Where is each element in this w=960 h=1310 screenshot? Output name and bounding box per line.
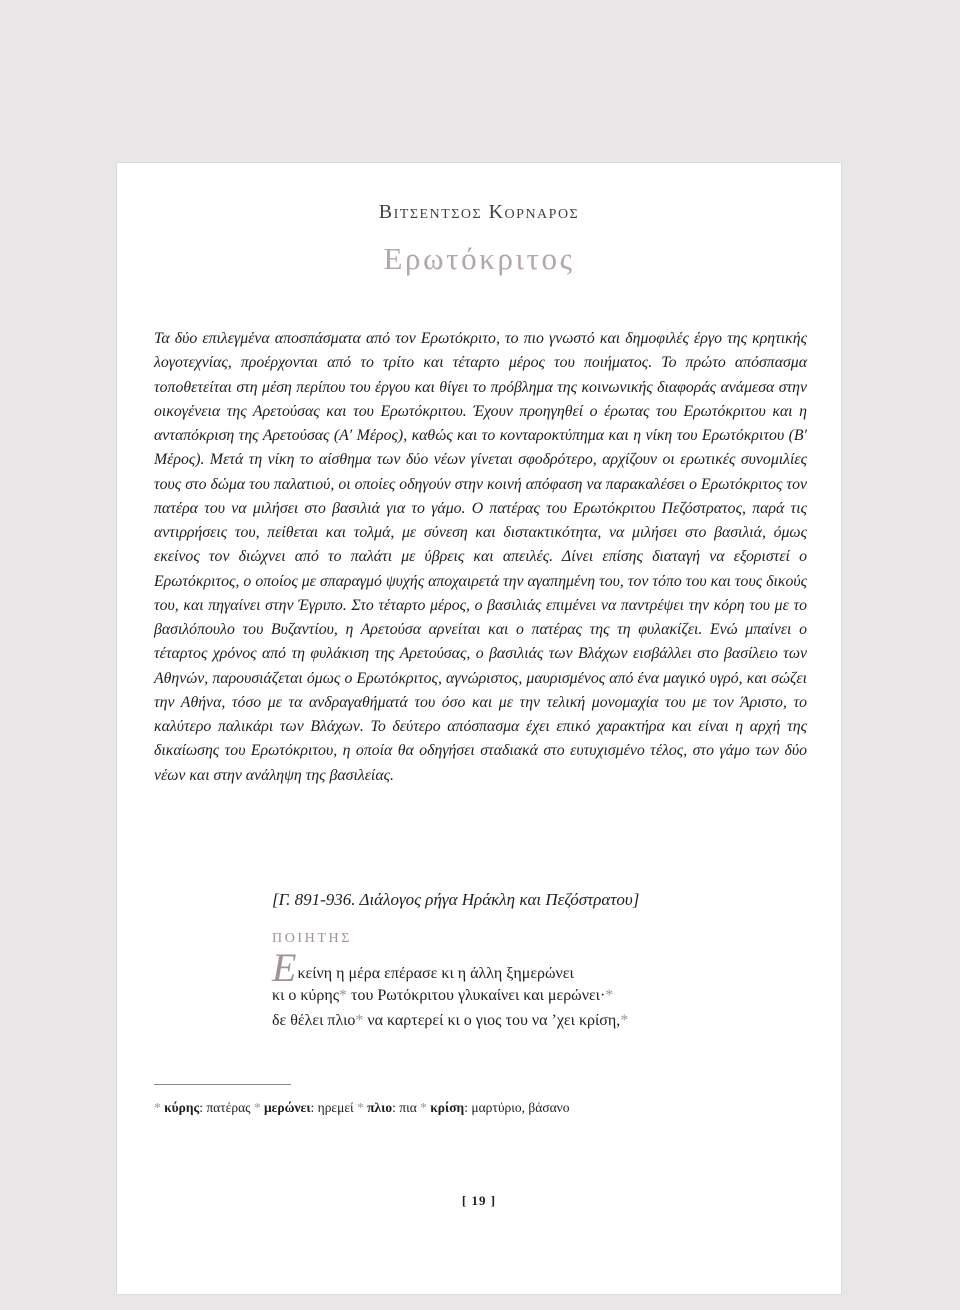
- footnote-marker: *: [154, 1100, 161, 1115]
- footnote-marker: *: [339, 987, 348, 1004]
- footnote-marker: *: [620, 1012, 629, 1029]
- verse-line-text: να καρτερεί κι ο γιος του να ’χει κρίση,: [363, 1012, 621, 1029]
- footnote-divider: [154, 1084, 291, 1085]
- introduction-paragraph: Τα δύο επιλεγμένα αποσπάσματα από τον Ερωτόκριτο, το πιο γνωστό και δημοφιλές έργο της κρητικής λογοτεχνίας, προέρχονται από το τρίτο και τέταρτο μέρος του ποιήματος. Το πρώτο απόσπασμα τοποθετείται στη μέση περίπου του έργου και θίγει το πρόβλημα της κοινωνικής διαφοράς ανάμεσα στην οικογένεια της Αρετούσας και του Ερωτόκριτου. Έχουν προηγηθεί ο έρωτας του Ερωτόκριτου και η ανταπόκριση της Αρετούσας (Α′ Μέρος), καθώς και το κονταροκτύπημα και η νίκη του Ερωτόκριτου (Β′ Μέρος). Μετά τη νίκη το αίσθημα των δύο νέων γίνεται σφοδρότερο, αρχίζουν οι ερωτικές συνομιλίες τους στο δώμα του παλατιού, οι οποίες οδηγούν στην κοινή απόφαση να παρακαλέσει ο Ερωτόκριτος τον πατέρα του να μιλήσει στο βασιλιά για το γάμο. Ο πατέρας του Ερωτόκριτου Πεζόστρατος, παρά τις αντιρρήσεις του, πείθεται και τολμά, με σύνεση και διστακτικότητα, να μιλήσει στο βασιλιά, όμως εκείνος τον διώχνει από το παλάτι με ύβρεις και απειλές. Δίνει επίσης διαταγή να εξοριστεί ο Ερωτόκριτος, ο οποίος με σπαραγμό ψυχής αποχαιρετά την αγαπημένη του, τον τόπο του και τους δικούς του, και πηγαίνει στην Έγριπο. Στο τέταρτο μέρος, ο βασιλιάς επιμένει να παντρέψει την κόρη του με το βασιλόπουλο του Βυζαντίου, η Αρετούσα αρνείται και ο πατέρας της τη φυλακίζει. Ενώ μπαίνει ο τέταρτος χρόνος από τη φυλάκιση της Αρετούσας, ο βασιλιάς των Βλάχων εισβάλλει στο βασίλειο των Αθηνών, παρουσιάζεται όμως ο Ερωτόκριτος, αγνώριστος, μαυρισμένος από ένα μαγικό υγρό, και σώζει την Αθήνα, τόσο με τα ανδραγαθήματά του όσο και με την τελική μονομαχία του με τον Άριστο, το καλύτερο παλικάρι των Βλάχων. Το δεύτερο απόσπασμα έχει επικό χαρακτήρα και είναι η αρχή της δικαίωσης του Ερωτόκριτου, η οποία θα οδηγήσει σταδιακά στο ευτυχισμένο τέλος, στο γάμο των δύο νέων και στην ανάληψη της βασιλείας.: [154, 330, 807, 784]
- glossary-definition: πια: [399, 1100, 417, 1115]
- verse-line-text: του Ρωτόκριτου γλυκαίνει και μερώνει·: [347, 987, 606, 1004]
- glossary-definition: ηρεμεί: [317, 1100, 354, 1115]
- footnote-marker: *: [605, 987, 614, 1004]
- glossary-term: κρίση: [430, 1100, 465, 1115]
- work-title: Ερωτόκριτος: [383, 241, 575, 276]
- verse-line-text: κι ο κύρης: [272, 987, 340, 1004]
- document-page: [117, 163, 841, 1294]
- footnote-marker: *: [357, 1100, 364, 1115]
- glossary-definition: μαρτύριο, βάσανο: [471, 1100, 570, 1115]
- footnote-marker: *: [420, 1100, 427, 1115]
- excerpt-heading: [Γ. 891-936. Διάλογος ρήγα Ηράκλη και Πεζόστρατου]: [272, 890, 640, 909]
- speaker-label: ΠΟΙΗΤΗΣ: [272, 931, 353, 946]
- glossary-footnote: * κύρης: πατέρας * μερώνει: ηρεμεί * πλιο: πια * κρίση: μαρτύριο, βάσανο: [154, 1100, 570, 1115]
- verse-line-1: [272, 945, 628, 990]
- verse-line-3: [272, 1008, 628, 1033]
- verse-line-text: κείνη η μέρα επέρασε κι η άλλη ξημερώνει: [297, 965, 574, 982]
- glossary-term: πλιο: [367, 1100, 393, 1115]
- author-name: Βιτσεντσος Κορναρος: [378, 201, 580, 223]
- verse-line-text: δε θέλει πλιο: [272, 1012, 356, 1029]
- footnote-marker: *: [253, 1100, 261, 1115]
- verse-block: [272, 945, 629, 1033]
- page-number: [ 19 ]: [461, 1193, 497, 1208]
- verse-line-2: [272, 983, 628, 1008]
- glossary-definition: πατέρας: [206, 1100, 251, 1115]
- footnote-marker: *: [355, 1012, 364, 1029]
- dropcap-letter: Ε: [272, 945, 297, 990]
- glossary-term: μερώνει: [264, 1100, 311, 1115]
- glossary-term: κύρης: [164, 1100, 200, 1115]
